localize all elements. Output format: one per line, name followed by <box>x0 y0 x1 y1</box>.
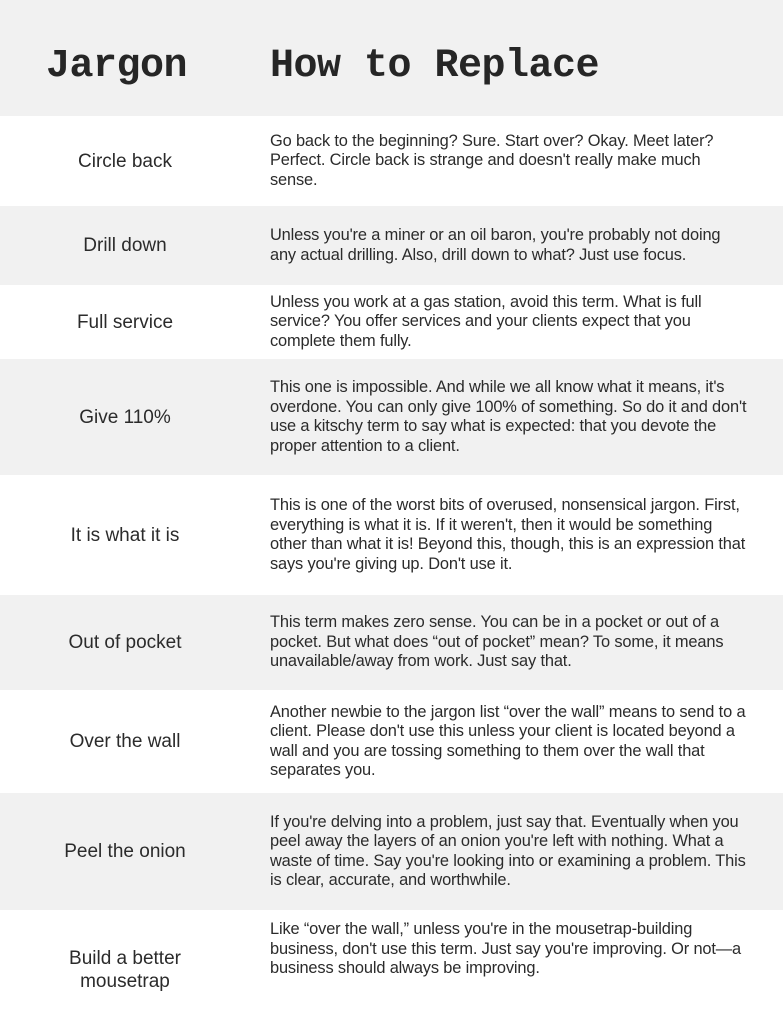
jargon-term: Out of pocket <box>68 632 182 653</box>
jargon-term: It is what it is <box>70 524 180 546</box>
replacement-text: Go back to the beginning? Sure. Start over? Okay. Meet later? Perfect. Circle back is strange and doesn't really make much sense. <box>270 131 714 189</box>
table-row <box>0 285 783 359</box>
table-row <box>0 359 783 475</box>
jargon-term: Drill down <box>83 235 167 256</box>
jargon-term: Full service <box>76 311 174 333</box>
jargon-table <box>0 116 783 1024</box>
replacement-text: Unless you're a miner or an oil baron, you're probably not doing any actual drilling. Also, drill down to what? Just use focus. <box>270 226 721 264</box>
replacement-text: This one is impossible. And while we all know what it means, it's overdone. You can only give 100% of something. So do it and don't use a kitschy term to say what is expected: that you devote the proper attention to a client. <box>270 378 747 455</box>
table-row <box>0 793 783 910</box>
jargon-term: Peel the onion <box>64 841 186 862</box>
table-row <box>0 206 783 285</box>
header-jargon: Jargon <box>46 44 188 89</box>
replacement-text: Like “over the wall,” unless you're in the mousetrap-building business, don't use this term. Just say you're improving. Or not—a business should always be improving. <box>270 920 741 977</box>
table-row <box>0 475 783 595</box>
replacement-text: Another newbie to the jargon list “over the wall” means to send to a client. Please don't use this unless your client is located beyond a wall and you are tossing something to them over the wall that separates you. <box>270 702 746 779</box>
table-row <box>0 690 783 793</box>
replacement-text: Unless you work at a gas station, avoid this term. What is full service? You offer services and your clients expect that you complete them fully. <box>270 292 702 350</box>
replacement-text: This is one of the worst bits of overused, nonsensical jargon. First, everything is what it is. If it weren't, then it would be something other than what it is! Beyond this, though, this is an expression that says you're giving up. Don't use it. <box>270 496 746 573</box>
jargon-term: Give 110% <box>79 406 171 428</box>
jargon-term: Build a better mousetrap <box>69 948 181 992</box>
replacement-text: If you're delving into a problem, just say that. Eventually when you peel away the layers of an onion you're left with nothing. What a waste of time. Say you're looking into or examining a problem. This is clear, accurate, and worthwhile. <box>270 812 746 889</box>
jargon-term: Circle back <box>78 150 172 172</box>
table-row <box>0 116 783 206</box>
replacement-text: This term makes zero sense. You can be in a pocket or out of a pocket. But what does “out of pocket” mean? To some, it means unavailable/away from work. Just say that. <box>270 613 724 671</box>
header-how-to-replace: How to Replace <box>270 44 600 89</box>
table-header <box>0 0 783 116</box>
table-row <box>0 595 783 690</box>
table-row <box>0 910 783 1024</box>
jargon-term: Over the wall <box>69 731 181 752</box>
